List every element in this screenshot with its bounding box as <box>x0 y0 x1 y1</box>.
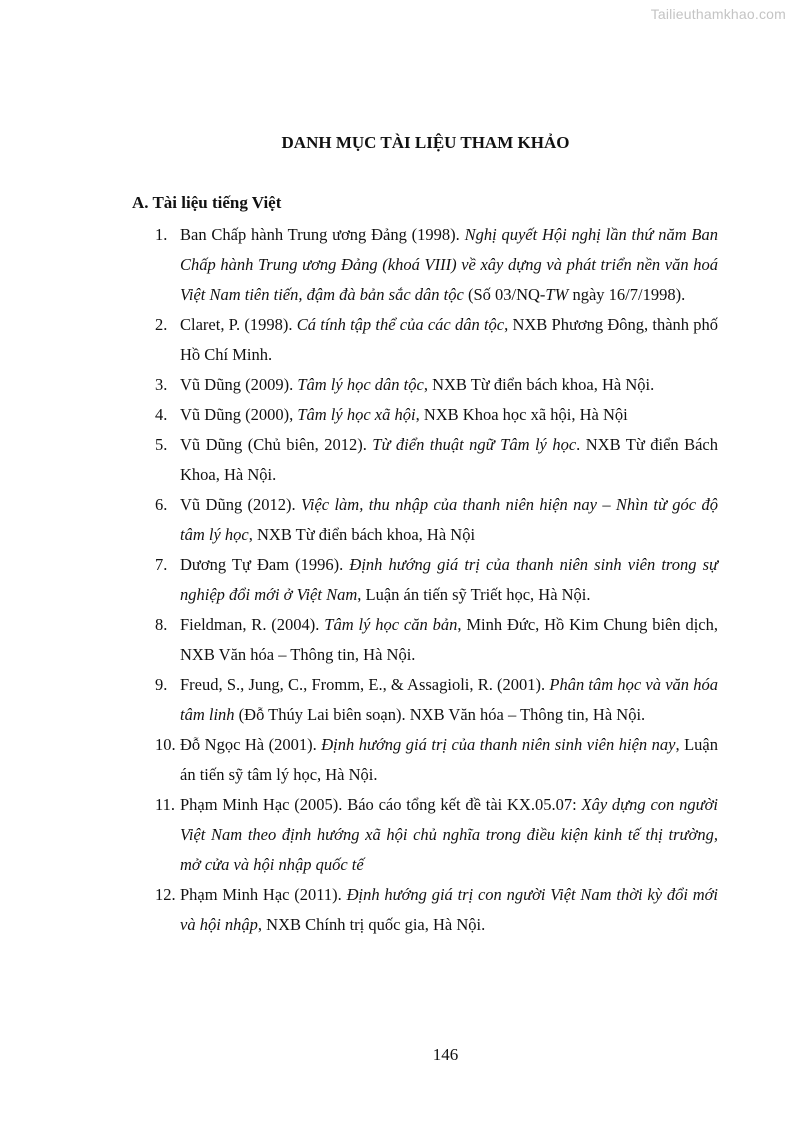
reference-item <box>155 220 718 310</box>
reference-text-segment: . NXB Từ điển Bách Khoa, Hà Nội. <box>180 435 719 484</box>
reference-item <box>155 610 718 670</box>
reference-title-segment: TW <box>545 285 569 304</box>
reference-number: 3. <box>155 375 168 394</box>
reference-text <box>180 220 718 310</box>
reference-text-segment: , NXB Chính trị quốc gia, Hà Nội. <box>257 915 486 934</box>
reference-number: 5. <box>155 435 168 454</box>
reference-number: 9. <box>155 675 168 694</box>
reference-title-segment: Xây dựng con người Việt Nam theo định hướng xã hội chủ nghĩa trong điều kiện kinh tế thị trường, mở cửa và hội nhập quốc tế <box>180 795 718 874</box>
reference-text <box>180 310 718 370</box>
reference-number: 6. <box>155 495 168 514</box>
reference-item <box>155 790 718 880</box>
reference-text-segment: (Số 03/NQ- <box>463 285 546 304</box>
watermark-text: Tailieuthamkhao.com <box>650 6 786 22</box>
reference-title-segment: Nghị quyết Hội nghị lần thứ năm Ban Chấp hành Trung ương Đảng (khoá VIII) về xây dựng và phát triển nền văn hoá Việt Nam tiên tiến, đậm đà bản sắc dân tộc <box>180 225 718 304</box>
section-heading: A. Tài liệu tiếng Việt <box>132 193 282 212</box>
reference-text-segment: Freud, S., Jung, C., Fromm, E., & Assagioli, R. (2001). <box>180 675 550 694</box>
reference-title-segment: Tâm lý học dân tộc <box>297 375 424 394</box>
reference-item <box>155 430 718 490</box>
reference-text-segment: Vũ Dũng (2012). <box>180 495 302 514</box>
reference-number: 7. <box>155 555 168 574</box>
reference-text <box>180 400 718 430</box>
reference-title-segment: Việc làm, thu nhập của thanh niên hiện nay – Nhìn từ góc độ tâm lý học <box>180 495 718 544</box>
reference-text-segment: , Minh Đức, Hồ Kim Chung biên dịch, NXB Văn hóa – Thông tin, Hà Nội. <box>180 615 718 664</box>
reference-number: 12. <box>155 885 176 904</box>
reference-number: 2. <box>155 315 168 334</box>
reference-number: 8. <box>155 615 168 634</box>
page-number: 146 <box>432 1045 459 1064</box>
reference-text-segment: Ban Chấp hành Trung ương Đảng (1998). <box>180 225 465 244</box>
reference-text-segment: , Luận án tiến sỹ tâm lý học, Hà Nội. <box>180 735 719 784</box>
reference-text-segment: Fieldman, R. (2004). <box>180 615 325 634</box>
reference-number: 11. <box>155 795 176 814</box>
reference-text <box>180 670 718 730</box>
reference-text-segment: Vũ Dũng (2000), <box>180 405 298 424</box>
reference-text-segment: (Đỗ Thúy Lai biên soạn). NXB Văn hóa – Thông tin, Hà Nội. <box>234 705 646 724</box>
reference-item <box>155 730 718 790</box>
reference-text <box>180 880 718 940</box>
reference-item <box>155 880 718 940</box>
reference-text-segment: , NXB Từ điển bách khoa, Hà Nội. <box>423 375 655 394</box>
reference-text <box>180 490 718 550</box>
reference-item <box>155 400 718 430</box>
reference-item <box>155 490 718 550</box>
reference-text-segment: , Luận án tiến sỹ Triết học, Hà Nội. <box>357 585 591 604</box>
reference-text-segment: Dương Tự Đam (1996). <box>180 555 350 574</box>
reference-text <box>180 610 718 670</box>
reference-title-segment: Định hướng giá trị của thanh niên sinh viên hiện nay <box>321 735 676 754</box>
reference-list <box>155 220 718 940</box>
reference-number: 1. <box>155 225 168 244</box>
reference-text <box>180 370 718 400</box>
reference-text <box>180 430 718 490</box>
reference-item <box>155 670 718 730</box>
reference-title-segment: Tâm lý học xã hội <box>297 405 416 424</box>
reference-text-segment: , NXB Phương Đông, thành phố Hồ Chí Minh. <box>180 315 718 364</box>
reference-title-segment: Cá tính tập thể của các dân tộc <box>296 315 505 334</box>
reference-item <box>155 550 718 610</box>
reference-title-segment: Tâm lý học căn bản <box>324 615 458 634</box>
reference-text <box>180 790 718 880</box>
reference-text-segment: ngày 16/7/1998). <box>568 285 686 304</box>
reference-text-segment: Phạm Minh Hạc (2011). <box>180 885 347 904</box>
reference-item <box>155 370 718 400</box>
reference-text-segment: Vũ Dũng (2009). <box>180 375 298 394</box>
reference-text <box>180 550 718 610</box>
reference-text-segment: Đỗ Ngọc Hà (2001). <box>180 735 322 754</box>
reference-text <box>180 730 718 790</box>
reference-number: 4. <box>155 405 168 424</box>
reference-item <box>155 310 718 370</box>
reference-title-segment: Định hướng giá trị của thanh niên sinh viên trong sự nghiệp đổi mới ở Việt Nam <box>180 555 718 604</box>
reference-text-segment: , NXB Khoa học xã hội, Hà Nội <box>415 405 628 424</box>
reference-title-segment: Từ điển thuật ngữ Tâm lý học <box>372 435 577 454</box>
reference-title-segment: Định hướng giá trị con người Việt Nam thời kỳ đổi mới và hội nhập <box>180 885 718 934</box>
page-title: DANH MỤC TÀI LIỆU THAM KHẢO <box>281 133 570 152</box>
reference-number: 10. <box>155 735 176 754</box>
reference-text-segment: Phạm Minh Hạc (2005). Báo cáo tổng kết đề tài KX.05.07: <box>180 795 582 814</box>
reference-title-segment: Phân tâm học và văn hóa tâm linh <box>180 675 718 724</box>
reference-text-segment: Vũ Dũng (Chủ biên, 2012). <box>180 435 373 454</box>
reference-text-segment: , NXB Từ điển bách khoa, Hà Nội <box>248 525 476 544</box>
reference-text-segment: Claret, P. (1998). <box>180 315 297 334</box>
